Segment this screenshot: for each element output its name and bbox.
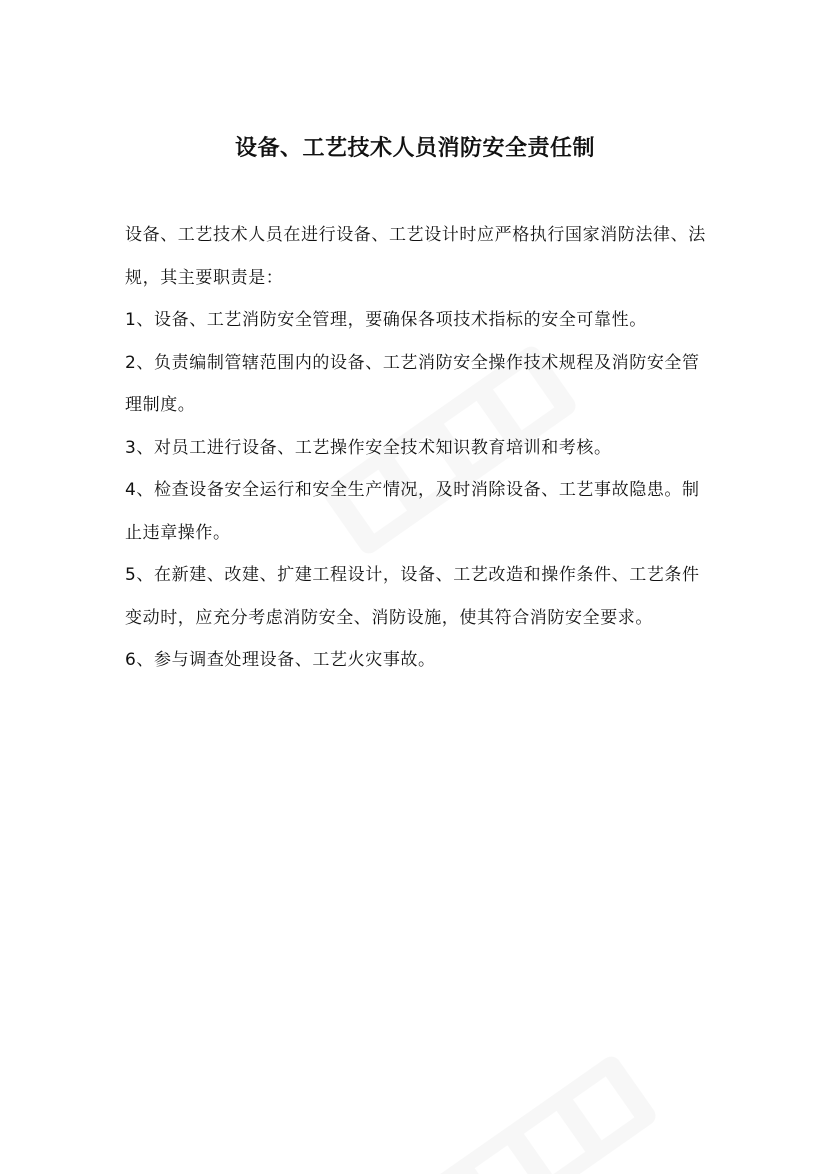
duty-item: 5、在新建、改建、扩建工程设计，设备、工艺改造和操作条件、工艺条件变动时，应充分考虑消防安全、消防设施，使其符合消防安全要求。 [125,565,700,628]
duty-item: 1、设备、工艺消防安全管理，要确保各项技术指标的安全可靠性。 [125,310,647,330]
duty-item: 2、负责编制管辖范围内的设备、工艺消防安全操作技术规程及消防安全管理制度。 [125,352,700,415]
document-title: 设备、工艺技术人员消防安全责任制 [234,135,595,161]
duty-item: 3、对员工进行设备、工艺操作安全技术知识教育培训和考核。 [125,437,612,458]
duty-item: 6、参与调查处理设备、工艺火灾事故。 [125,650,436,670]
intro-paragraph: 设备、工艺技术人员在进行设备、工艺设计时应严格执行国家消防法律、法规，其主要职责是： [125,225,706,288]
document-body [125,214,717,682]
watermark-logo-icon [321,951,739,1174]
duty-item: 4、检查设备安全运行和安全生产情况，及时消除设备、工艺事故隐患。制止违章操作。 [125,480,700,543]
